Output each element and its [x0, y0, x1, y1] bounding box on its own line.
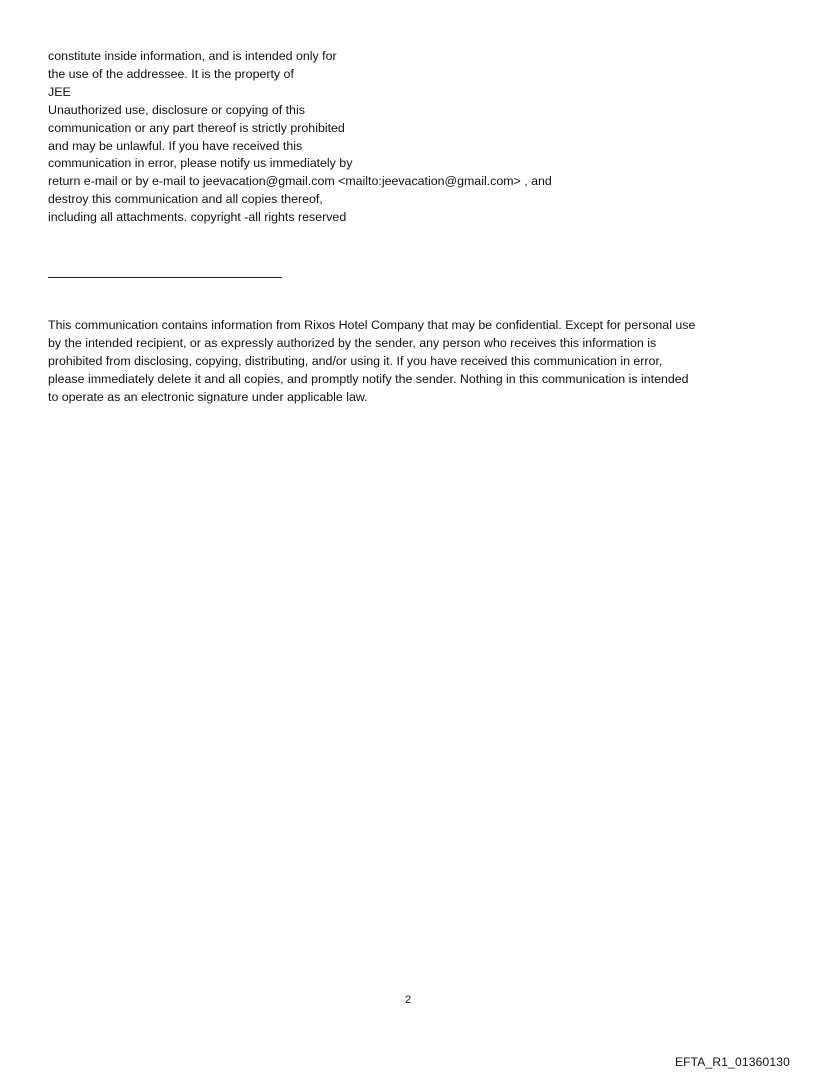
- rixos-confidentiality-notice: [48, 316, 768, 406]
- disclaimer-line: communication in error, please notify us immediately by: [48, 156, 353, 171]
- disclaimer-line: including all attachments. copyright -all rights reserved: [48, 210, 347, 225]
- disclaimer-line: constitute inside information, and is intended only for: [48, 49, 337, 63]
- disclaimer-line: return e-mail or by e-mail to jeevacation@gmail.com <mailto:jeevacation@gmail.com> , and: [48, 174, 552, 189]
- disclaimer-line: destroy this communication and all copies thereof,: [48, 192, 323, 207]
- notice-line: please immediately delete it and all copies, and promptly notify the sender. Nothing in this communication is intended: [48, 372, 689, 386]
- disclaimer-line: and may be unlawful. If you have received this: [48, 138, 303, 153]
- document-id: EFTA_R1_01360130: [674, 1055, 790, 1069]
- notice-line: prohibited from disclosing, copying, distributing, and/or using it. If you have received this communication in error,: [48, 354, 663, 368]
- disclaimer-line: the use of the addressee. It is the property of: [48, 66, 294, 81]
- confidentiality-disclaimer: [48, 48, 668, 227]
- signature-separator-line: [48, 277, 282, 278]
- notice-line: This communication contains information from Rixos Hotel Company that may be confidential. Except for personal use: [48, 318, 696, 332]
- notice-line: to operate as an electronic signature under applicable law.: [48, 390, 368, 404]
- disclaimer-line: Unauthorized use, disclosure or copying of this: [48, 102, 305, 117]
- page-number: 2: [404, 994, 412, 1006]
- disclaimer-line: communication or any part thereof is strictly prohibited: [48, 120, 345, 135]
- notice-line: by the intended recipient, or as expressly authorized by the sender, any person who receives this information is: [48, 336, 657, 350]
- disclaimer-line: JEE: [48, 84, 71, 99]
